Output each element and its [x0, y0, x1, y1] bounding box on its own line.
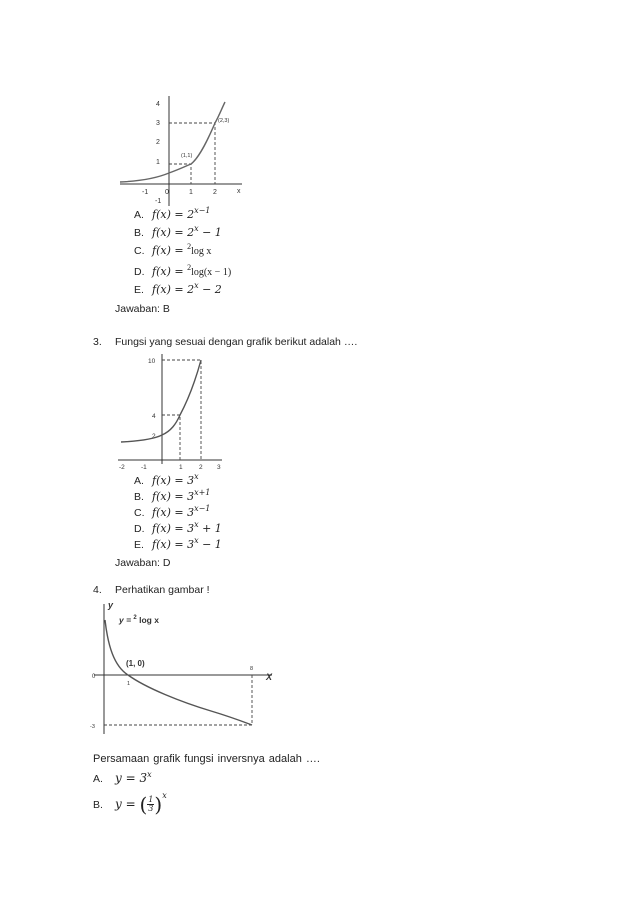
- q4-option-a: A. $y = 3^x$: [93, 770, 152, 785]
- q2-x-label: x: [237, 188, 241, 195]
- q3-number: 3.: [93, 336, 102, 348]
- q3-ytick-4: 4: [152, 413, 156, 420]
- q2-graph: [112, 94, 252, 210]
- q4-y-label: y: [108, 600, 114, 610]
- q2-option-a: A. $f(x) = 2^{x-1}$: [134, 206, 211, 221]
- q2-xtick-1: 1: [189, 189, 193, 196]
- q4-option-b-fraction: $\frac{1}{3}$: [148, 795, 154, 813]
- q2-option-e: E. $f(x) = 2^x - 2$: [134, 281, 222, 296]
- q3-option-b: B. $f(x) = 3^{x+1}$: [134, 488, 211, 503]
- q2-ytick-4: 4: [156, 101, 160, 108]
- q2-xtick-neg1: -1: [142, 189, 149, 196]
- q3-guide-10: [162, 360, 201, 460]
- q3-option-a: A. $f(x) = 3^x$: [134, 472, 199, 487]
- q2-point-a: (1,1): [181, 153, 193, 159]
- q2-ytick-2: 2: [156, 139, 160, 146]
- q4-question: Perhatikan gambar !: [115, 584, 210, 596]
- q4-prompt: Persamaan grafik fungsi inversnya adalah ….: [93, 753, 320, 765]
- q4-ytick-neg3: -3: [90, 724, 95, 730]
- q3-answer: Jawaban: D: [115, 557, 171, 569]
- q3-guide-4: [162, 415, 180, 460]
- q3-xtick-2: 2: [199, 464, 203, 470]
- q3-question: Fungsi yang sesuai dengan grafik berikut adalah ….: [115, 336, 358, 348]
- q2-curve: [120, 102, 225, 182]
- q2-ytick-3: 3: [156, 120, 160, 127]
- q3-xtick-neg2: -2: [119, 464, 125, 470]
- q2-option-d: D. f(x) = $^2$log(x − 1): [134, 263, 232, 278]
- q3-curve: [121, 360, 201, 442]
- q4-xtick-8: 8: [250, 666, 254, 672]
- q3-ytick-2: 2: [152, 433, 156, 440]
- q2-ytick-1: 1: [156, 159, 160, 166]
- q4-xtick-1: 1: [127, 681, 131, 687]
- q3-xtick-1: 1: [179, 464, 183, 470]
- q4-curve-label: y = $^2$ log x: [119, 615, 159, 625]
- q2-ytick-neg1: -1: [155, 198, 162, 205]
- q4-option-b: B. y = ( $\frac{1}{3}$ )$^x$: [93, 791, 167, 817]
- q2-point-b: (2,3): [218, 118, 230, 124]
- q3-ytick-10: 10: [148, 358, 156, 365]
- q2-guide-1: [169, 164, 191, 184]
- q3-xtick-3: 3: [217, 464, 221, 470]
- q2-answer: Jawaban: B: [115, 303, 170, 315]
- q2-option-b: B. $f(x) = 2^x - 1$: [134, 224, 222, 239]
- q4-point-label: (1, 0): [126, 659, 145, 668]
- q4-number: 4.: [93, 584, 102, 596]
- q3-xtick-neg1: -1: [141, 464, 147, 470]
- q2-xtick-0: 0: [165, 189, 169, 196]
- q3-option-c: C. $f(x) = 3^{x-1}$: [134, 504, 211, 519]
- q4-curve: [105, 620, 252, 725]
- q2-xtick-2: 2: [213, 189, 217, 196]
- q4-x-label: X: [266, 672, 273, 682]
- q4-origin-label: 0: [92, 674, 96, 680]
- q3-graph: [116, 352, 226, 470]
- q3-option-e: E. $f(x) = 3^x - 1$: [134, 536, 222, 551]
- q2-option-c: C. f(x) = $^2$log x: [134, 242, 212, 257]
- q4-graph: [86, 596, 282, 738]
- q3-option-d: D. $f(x) = 3^x + 1$: [134, 520, 222, 535]
